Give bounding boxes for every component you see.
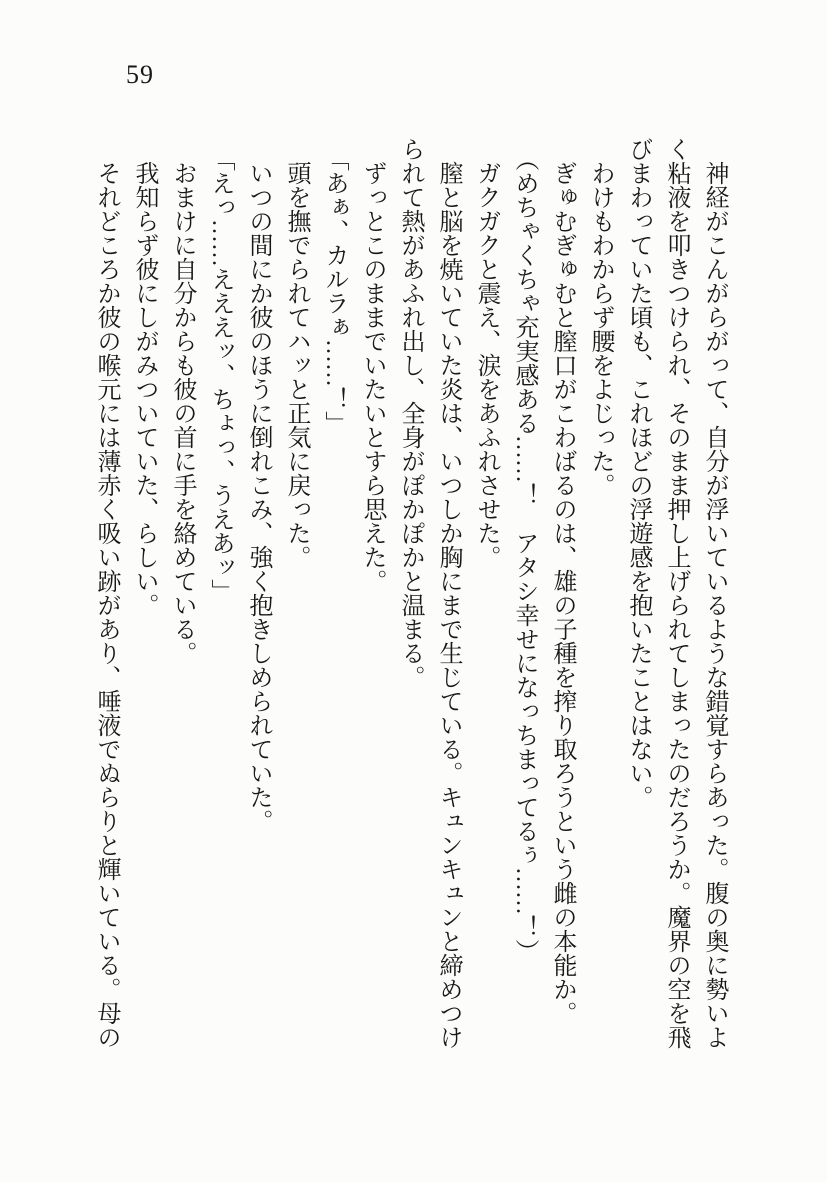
paragraph: ガクガクと震え、涙をあふれさせた。 (473, 161, 499, 569)
paragraph-dialogue: 「あぁ、カルラぁ……！」 (321, 147, 347, 435)
paragraph: 頭を撫でられてハッと正気に戻った。 (283, 161, 309, 569)
paragraph: ぎゅむぎゅむと膣口がこわばるのは、雄の子種を搾り取ろうという雌の本能か。 (549, 161, 575, 1025)
paragraph-thought: （めちゃくちゃ充実感ある……！ アタシ幸せになっちまってるぅ……！） (511, 147, 537, 963)
paragraph: 我知らず彼にしがみついていた、らしい。 (131, 161, 157, 617)
paragraph: いつの間にか彼のほうに倒れこみ、強く抱きしめられていた。 (245, 161, 271, 833)
paragraph: おまけに自分からも彼の首に手を絡めている。 (169, 161, 195, 665)
paragraph: それどころか彼の喉元には薄赤く吸い跡があり、唾液でぬらりと輝いている。母の (93, 161, 119, 1049)
paragraph: わけもわからず腰をよじった。 (587, 161, 613, 497)
paragraph: 膣と脳を焼いていた炎は、いつしか胸にまで生じている。キュンキュンと締めつけられて熱があふれ出し、全身がぽかぽかと温まる。 (397, 137, 461, 1049)
paragraph-dialogue: 「えっ……えええッ、ちょっ、うえあッ」 (207, 147, 233, 603)
page-number: 59 (126, 60, 154, 89)
page-text-block (87, 137, 733, 1061)
paragraph: ずっとこのままでいたいとすら思えた。 (359, 161, 385, 593)
paragraph: 神経がこんがらがって、自分が浮いているような錯覚すらあった。腹の奥に勢いよく粘液を叩きつけられ、そのまま押し上げられてしまったのだろうか。魔界の空を飛びまわっていた頃も、これほどの浮遊感を抱いたことはない。 (625, 137, 727, 1049)
